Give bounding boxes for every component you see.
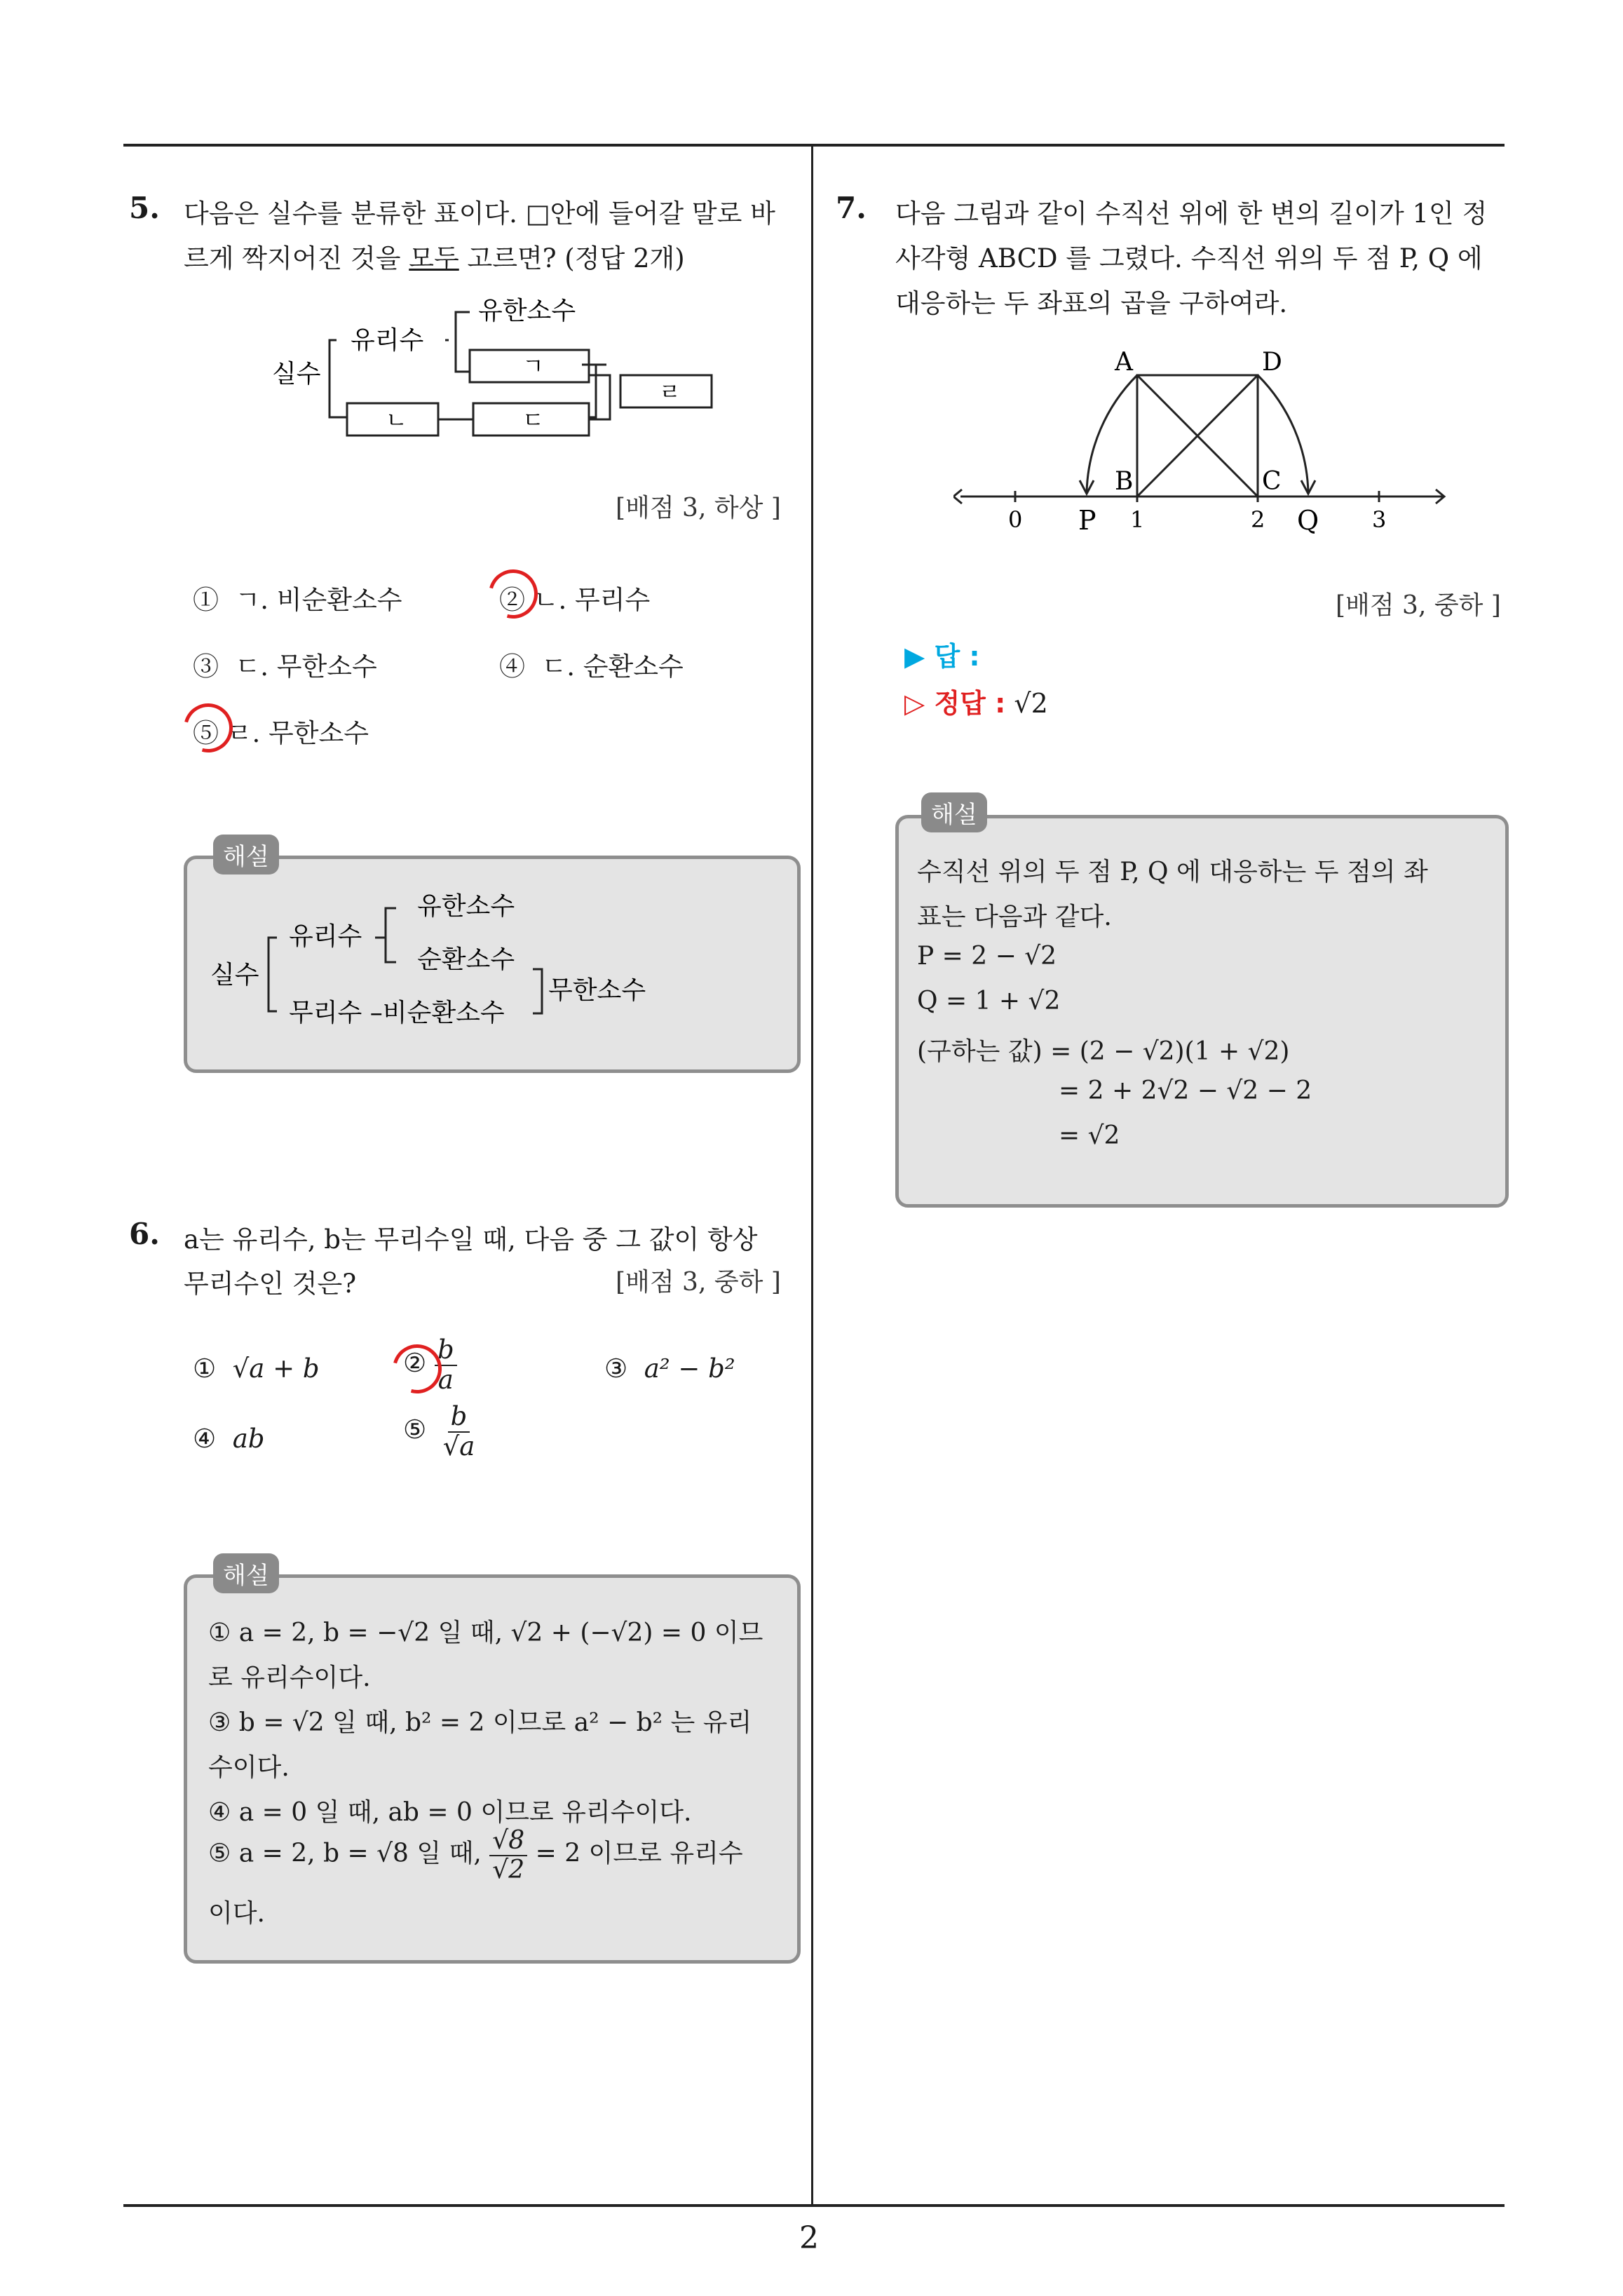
q6-option-1[interactable]: ① √a + b: [193, 1353, 320, 1384]
q5-diag-rational: 유리수: [351, 326, 424, 355]
q6-ex-line4: 수이다.: [208, 1753, 290, 1782]
q6-ex-line5: ④ a = 0 일 때, ab = 0 이므로 유리수이다.: [208, 1798, 692, 1827]
q5-ex-infinite: 무한소수: [548, 976, 646, 1005]
q5-line1: 다음은 실수를 분류한 표이다. □안에 들어갈 말로 바: [184, 198, 775, 229]
q6-ex-line6: ⑤ a = 2, b = √8 일 때, $\frac{√8}{√2}$ = 2 이므로 유리수: [208, 1826, 743, 1884]
q5-line2-post: 고르면? (정답 2개): [459, 243, 685, 274]
q6-ex-line1: ① a = 2, b = −√2 일 때, √2 + (−√2) = 0 이므: [208, 1619, 763, 1647]
q5-diag-box3: ㄷ: [522, 407, 544, 433]
q5-answer-mark-5: [175, 694, 242, 762]
q7-line3: 대응하는 두 좌표의 곱을 구하여라.: [895, 288, 1288, 318]
page-number: 2: [799, 2220, 819, 2256]
q7-tick-0: 0: [1008, 506, 1023, 533]
q7-label-D: D: [1262, 348, 1282, 377]
q5-line2-pre: 르게 짝지어진 것을: [184, 243, 409, 274]
q7-correct-answer: [904, 682, 1048, 720]
q5-diag-box4: ㄹ: [659, 379, 681, 405]
q6-number: 6.: [129, 1217, 160, 1251]
q5-meta: [배점 3, 하상 ]: [616, 494, 781, 522]
top-rule: [123, 144, 1505, 147]
q7-tick-2: 2: [1251, 506, 1265, 533]
q6-ex-line3: ③ b = √2 일 때, b² = 2 이므로 a² − b² 는 유리: [208, 1708, 752, 1737]
q7-number: 7.: [836, 191, 867, 225]
q5-ex-finite: 유한소수: [417, 892, 515, 921]
q5-option-5[interactable]: ⑤ ㄹ. 무한소수: [193, 718, 369, 748]
q7-number-line-figure: [953, 344, 1458, 547]
q5-number: 5.: [129, 191, 160, 225]
column-divider: [811, 145, 813, 2206]
bottom-rule: [123, 2204, 1505, 2207]
q5-line2-underline: 모두: [409, 243, 459, 274]
q6-option-2[interactable]: ② $\frac{b}{a}$: [403, 1336, 457, 1394]
q7-ex-line6: = 2 + 2√2 − √2 − 2: [1059, 1076, 1312, 1105]
q7-correct-value: √2: [1014, 688, 1048, 719]
q6-option-5[interactable]: ⑤ $\frac{b}{√a}$: [403, 1401, 475, 1461]
q5-ex-rational: 유리수: [289, 922, 362, 951]
q5-ex-irrational: 무리수 –비순환소수: [289, 999, 505, 1027]
q5-classification-diagram: [259, 291, 729, 452]
q5-option-2[interactable]: ② ㄴ. 무리수: [499, 585, 651, 615]
q7-label-Q: Q: [1297, 505, 1319, 536]
q6-meta: [배점 3, 중하 ]: [616, 1268, 781, 1297]
q7-answer-label: ▶ 답 :: [904, 641, 980, 672]
q7-ex-line4: Q = 1 + √2: [917, 987, 1061, 1015]
q7-line2: 사각형 ABCD 를 그렸다. 수직선 위의 두 점 P, Q 에: [895, 243, 1483, 274]
q5-explain-tag: 해설: [213, 835, 279, 874]
q6-ex-line2: 로 유리수이다.: [208, 1663, 371, 1692]
q5-diag-finite: 유한소수: [478, 297, 576, 325]
q5-option-4[interactable]: ④ ㄷ. 순환소수: [499, 651, 684, 682]
q7-label-B: B: [1115, 467, 1134, 496]
q7-ex-line7: = √2: [1059, 1121, 1120, 1150]
q6-option-4[interactable]: ④ ab: [193, 1424, 265, 1454]
q7-ex-line5: (구하는 값) = (2 − √2)(1 + √2): [917, 1037, 1290, 1066]
q7-label-P: P: [1078, 505, 1096, 536]
q7-explain-tag: 해설: [921, 792, 987, 832]
q5-answer-mark-2: [480, 560, 547, 628]
q7-meta: [배점 3, 중하 ]: [1336, 591, 1501, 620]
q7-tick-3: 3: [1372, 506, 1387, 533]
q5-ex-real: 실수: [210, 961, 259, 990]
q7-ex-line2: 표는 다음과 같다.: [917, 903, 1112, 931]
q5-diag-box2: ㄴ: [386, 407, 407, 433]
q5-ex-repeating: 순환소수: [417, 945, 515, 974]
q6-line2: 무리수인 것은?: [184, 1269, 357, 1299]
q6-ex-line7: 이다.: [208, 1899, 265, 1928]
q5-explain-diagram: [207, 885, 684, 1039]
q5-line2: [184, 237, 685, 275]
q6-explain-tag: 해설: [213, 1553, 279, 1593]
q6-line1: a는 유리수, b는 무리수일 때, 다음 중 그 값이 항상: [184, 1224, 758, 1255]
q6-option-3[interactable]: ③ a² − b²: [604, 1353, 735, 1384]
q7-ex-line1: 수직선 위의 두 점 P, Q 에 대응하는 두 점의 좌: [917, 858, 1428, 886]
q5-diag-real: 실수: [272, 360, 321, 389]
q7-label-C: C: [1262, 467, 1282, 496]
q5-diag-box1: ㄱ: [522, 353, 544, 379]
q7-tick-1: 1: [1130, 506, 1145, 533]
q7-correct-label: ▷ 정답 :: [904, 688, 1006, 719]
q7-label-A: A: [1115, 348, 1133, 377]
q5-option-3[interactable]: ③ ㄷ. 무한소수: [193, 651, 377, 682]
q7-ex-line3: P = 2 − √2: [917, 942, 1057, 971]
q7-line1: 다음 그림과 같이 수직선 위에 한 변의 길이가 1인 정: [895, 198, 1488, 229]
q5-option-1[interactable]: ① ㄱ. 비순환소수: [193, 585, 402, 615]
